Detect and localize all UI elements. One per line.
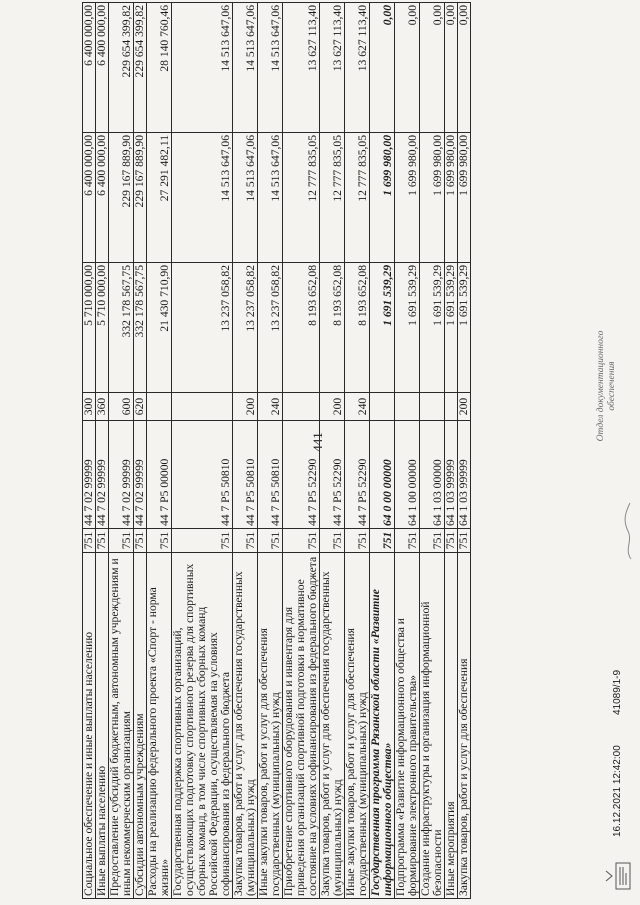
target-article-cell: 64 1 03 99999 (445, 421, 458, 529)
amount-year-3-cell: 14 513 647,06 (233, 3, 258, 133)
expense-type-cell (370, 393, 395, 421)
expense-type-cell: 200 (233, 393, 258, 421)
amount-year-2-cell: 6 400 000,00 (96, 133, 109, 263)
row-name-cell: Субсидии автономным учреждениям (134, 553, 147, 899)
amount-year-2-cell: 1 699 980,00 (458, 133, 471, 263)
amount-year-2-cell: 14 513 647,06 (172, 133, 233, 263)
amount-year-1-cell: 1 691 539,29 (420, 263, 445, 393)
amount-year-2-cell: 229 167 889,90 (109, 133, 134, 263)
dept-code-cell: 751 (395, 529, 420, 553)
amount-year-3-cell: 229 654 399,82 (134, 3, 147, 133)
amount-year-3-cell: 14 513 647,06 (258, 3, 283, 133)
table-row (147, 3, 172, 899)
table-row (233, 3, 258, 899)
table-row (172, 3, 233, 899)
target-article-cell: 44 7 P5 52290 (345, 421, 370, 529)
table-row (83, 3, 96, 899)
dept-code-cell: 751 (233, 529, 258, 553)
amount-year-1-cell: 5 710 000,00 (83, 263, 96, 393)
table-row (445, 3, 458, 899)
amount-year-3-cell: 13 627 113,40 (320, 3, 345, 133)
expense-type-cell (172, 393, 233, 421)
dept-code-cell: 751 (96, 529, 109, 553)
expense-type-cell: 200 (458, 393, 471, 421)
dept-code-cell: 751 (172, 529, 233, 553)
amount-year-3-cell: 0,00 (458, 3, 471, 133)
expense-type-cell: 600 (109, 393, 134, 421)
dept-code-cell: 751 (147, 529, 172, 553)
expense-type-cell: 300 (83, 393, 96, 421)
footer-department-note: Отдел документационного обеспечения (596, 330, 617, 442)
expense-type-cell (147, 393, 172, 421)
amount-year-2-cell: 27 291 482,11 (147, 133, 172, 263)
amount-year-2-cell: 12 777 835,05 (345, 133, 370, 263)
dept-code-cell: 751 (320, 529, 345, 553)
amount-year-3-cell: 6 400 000,00 (96, 3, 109, 133)
target-article-cell: 64 1 03 00000 (420, 421, 445, 529)
expense-type-cell: 620 (134, 393, 147, 421)
dept-code-cell: 751 (283, 529, 320, 553)
table-row (370, 3, 395, 899)
budget-table-body (83, 3, 471, 899)
amount-year-3-cell: 13 627 113,40 (283, 3, 320, 133)
table-row (109, 3, 134, 899)
target-article-cell: 64 1 00 00000 (395, 421, 420, 529)
table-row (258, 3, 283, 899)
expense-type-cell (445, 393, 458, 421)
amount-year-3-cell: 13 627 113,40 (345, 3, 370, 133)
row-name-cell: Социальное обеспечение и иные выплаты населению (83, 553, 96, 899)
target-article-cell: 44 7 02 99999 (134, 421, 147, 529)
table-row (134, 3, 147, 899)
rotated-page-content (78, 0, 640, 905)
target-article-cell: 44 7 P5 52290 (320, 421, 345, 529)
amount-year-1-cell: 8 193 652,08 (345, 263, 370, 393)
table-row (345, 3, 370, 899)
row-name-cell: Иные мероприятия (445, 553, 458, 899)
row-name-cell: Предоставление субсидий бюджетным, автономным учреждениям и иным некоммерческим организациям (109, 553, 134, 899)
amount-year-1-cell: 1 691 539,29 (395, 263, 420, 393)
amount-year-1-cell: 8 193 652,08 (320, 263, 345, 393)
target-article-cell: 44 7 02 99999 (109, 421, 134, 529)
amount-year-1-cell: 13 237 058,82 (258, 263, 283, 393)
row-name-cell: Государственная поддержка спортивных организаций, осуществляющих подготовку спортивного резерва для спортивных сборных команд, в том числе спортивных сборных команд Российской Федерации, осуществляемая на условиях софинансирования из федерального бюджета (172, 553, 233, 899)
amount-year-2-cell: 6 400 000,00 (83, 133, 96, 263)
faint-handwritten-mark-icon (622, 501, 634, 561)
amount-year-1-cell: 332 178 567,75 (134, 263, 147, 393)
amount-year-3-cell: 6 400 000,00 (83, 3, 96, 133)
document-footer (596, 11, 640, 891)
table-row (458, 3, 471, 899)
amount-year-3-cell: 0,00 (370, 3, 395, 133)
amount-year-1-cell: 1 691 539,29 (370, 263, 395, 393)
row-name-cell: Иные закупки товаров, работ и услуг для обеспечения государственных (муниципальных) нужд (345, 553, 370, 899)
amount-year-2-cell: 14 513 647,06 (258, 133, 283, 263)
dept-code-cell: 751 (345, 529, 370, 553)
table-row (420, 3, 445, 899)
amount-year-1-cell: 13 237 058,82 (172, 263, 233, 393)
amount-year-3-cell: 0,00 (420, 3, 445, 133)
expense-type-cell (283, 393, 320, 421)
expense-type-cell: 360 (96, 393, 109, 421)
row-name-cell: Закупка товаров, работ и услуг для обеспечения государственных (муниципальных) нужд (320, 553, 345, 899)
target-article-cell: 44 7 P5 50810 (172, 421, 233, 529)
dept-code-cell: 751 (370, 529, 395, 553)
row-name-cell: Приобретение спортивного оборудования и инвентаря для приведения организаций спортивной подготовки в нормативное состояние на условиях софинансирования из федерального бюджета (283, 553, 320, 899)
amount-year-2-cell: 1 699 980,00 (395, 133, 420, 263)
row-name-cell: Подпрограмма «Развитие информационного общества и формирование электронного правительства» (395, 553, 420, 899)
amount-year-3-cell: 229 654 399,82 (109, 3, 134, 133)
table-row (320, 3, 345, 899)
dept-code-cell: 751 (258, 529, 283, 553)
row-name-cell: Иные закупки товаров, работ и услуг для обеспечения государственных (муниципальных) нужд (258, 553, 283, 899)
row-name-cell: Иные выплаты населению (96, 553, 109, 899)
registration-stamp-icon (602, 861, 632, 891)
dept-code-cell: 751 (134, 529, 147, 553)
amount-year-2-cell: 14 513 647,06 (233, 133, 258, 263)
footer-timestamp: 16.12.2021 12:42:00 (612, 745, 623, 837)
amount-year-3-cell: 0,00 (395, 3, 420, 133)
expense-type-cell (395, 393, 420, 421)
target-article-cell: 44 7 P5 50810 (258, 421, 283, 529)
page-number: 441 (310, 432, 325, 452)
amount-year-1-cell: 8 193 652,08 (283, 263, 320, 393)
target-article-cell: 44 7 P5 50810 (233, 421, 258, 529)
dept-code-cell: 751 (445, 529, 458, 553)
amount-year-2-cell: 1 699 980,00 (370, 133, 395, 263)
amount-year-1-cell: 21 430 710,90 (147, 263, 172, 393)
target-article-cell: 44 7 P5 52290 (283, 421, 320, 529)
amount-year-2-cell: 229 167 889,90 (134, 133, 147, 263)
dept-code-cell: 751 (83, 529, 96, 553)
amount-year-1-cell: 13 237 058,82 (233, 263, 258, 393)
expense-type-cell (420, 393, 445, 421)
amount-year-3-cell: 0,00 (445, 3, 458, 133)
target-article-cell: 44 7 P5 00000 (147, 421, 172, 529)
amount-year-2-cell: 12 777 835,05 (283, 133, 320, 263)
amount-year-1-cell: 1 691 539,29 (445, 263, 458, 393)
amount-year-2-cell: 1 699 980,00 (445, 133, 458, 263)
amount-year-3-cell: 28 140 760,46 (147, 3, 172, 133)
table-row (283, 3, 320, 899)
footer-document-id: 41089/1-9 (612, 669, 623, 715)
row-name-cell: Закупка товаров, работ и услуг для обеспечения государственных (муниципальных) нужд (233, 553, 258, 899)
dept-code-cell: 751 (420, 529, 445, 553)
table-row (395, 3, 420, 899)
target-article-cell: 44 7 02 99999 (83, 421, 96, 529)
expense-type-cell: 240 (345, 393, 370, 421)
amount-year-3-cell: 14 513 647,06 (172, 3, 233, 133)
amount-year-1-cell: 5 710 000,00 (96, 263, 109, 393)
target-article-cell: 64 1 03 99999 (458, 421, 471, 529)
row-name-cell: Расходы на реализацию федерального проекта «Спорт - норма жизни» (147, 553, 172, 899)
row-name-cell: Закупка товаров, работ и услуг для обеспечения (458, 553, 471, 899)
target-article-cell: 64 0 00 00000 (370, 421, 395, 529)
amount-year-1-cell: 1 691 539,29 (458, 263, 471, 393)
dept-code-cell: 751 (458, 529, 471, 553)
row-name-cell: Создание инфраструктуры и организация информационной безопасности (420, 553, 445, 899)
amount-year-2-cell: 1 699 980,00 (420, 133, 445, 263)
table-row (96, 3, 109, 899)
target-article-cell: 44 7 02 99999 (96, 421, 109, 529)
expense-type-cell: 240 (258, 393, 283, 421)
dept-code-cell: 751 (109, 529, 134, 553)
budget-table (82, 2, 471, 899)
row-name-cell: Государственная программа Рязанской области «Развитие информационного общества» (370, 553, 395, 899)
amount-year-1-cell: 332 178 567,75 (109, 263, 134, 393)
amount-year-2-cell: 12 777 835,05 (320, 133, 345, 263)
expense-type-cell: 200 (320, 393, 345, 421)
